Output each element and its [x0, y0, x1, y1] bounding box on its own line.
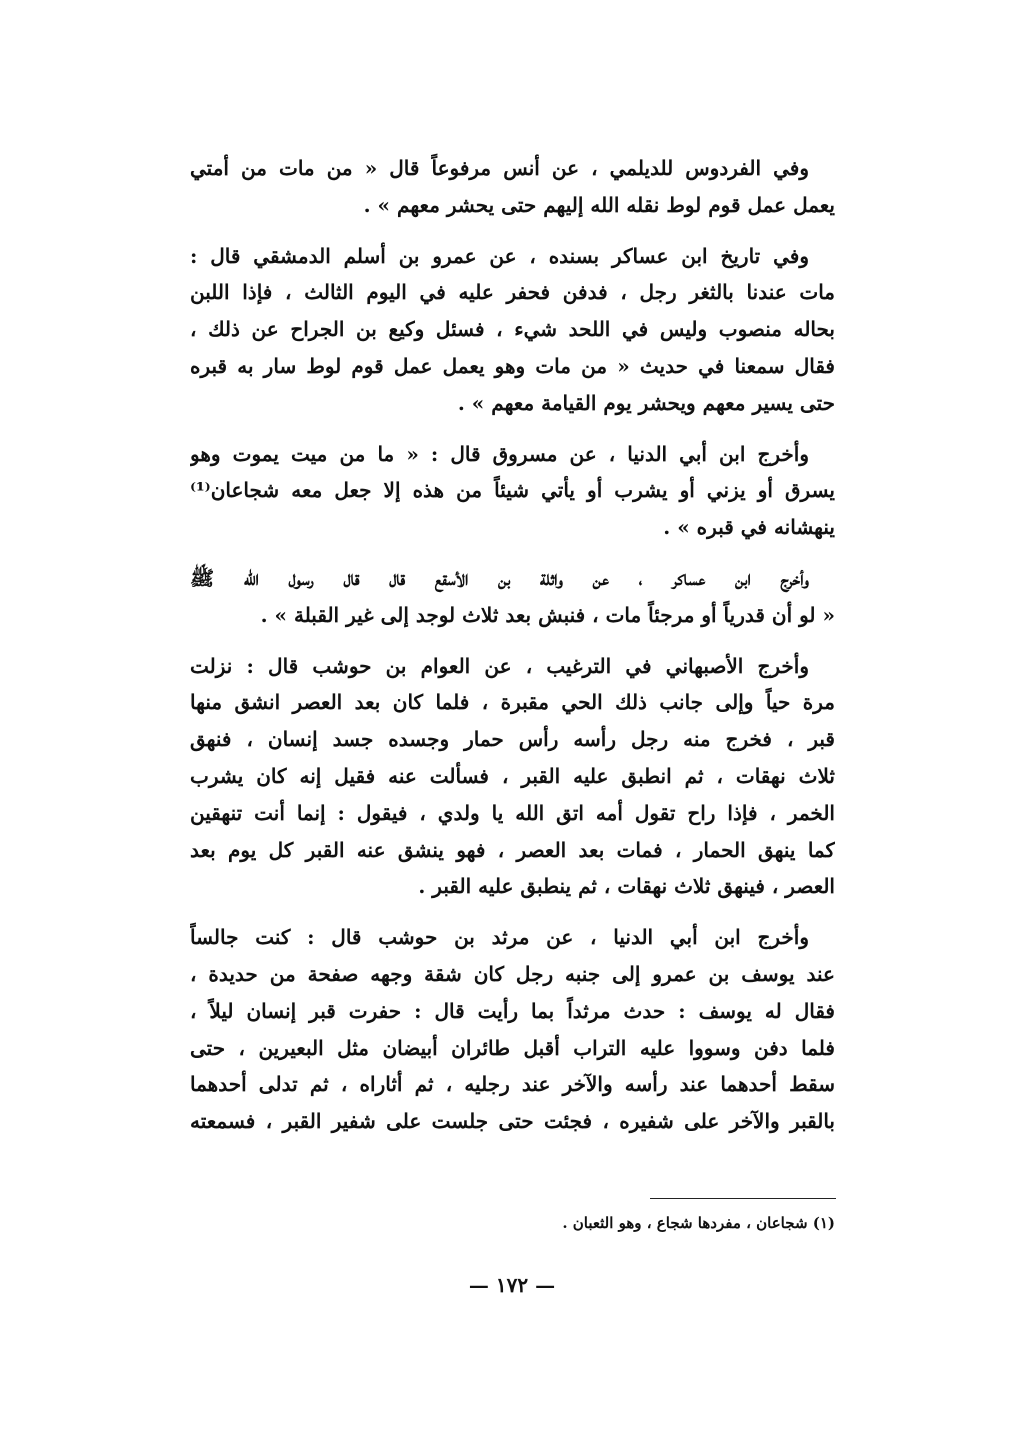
text-line: فلما دفن وسووا عليه التراب أقبل طائران أبيضان مثل البعيرين ، حتى — [190, 1035, 835, 1060]
paragraph-1 — [190, 150, 835, 224]
text-line: قبر ، فخرج منه رجل رأسه رأس حمار وجسده جسد إنسان ، فنهق — [190, 727, 835, 752]
footnote: (١) شجاعان ، مفردها شجاع ، وهو الثعبان . — [562, 1214, 835, 1232]
text-line: الخمر ، فإذا راح تقول أمه اتق الله يا ولدي ، فيقول : إنما أنت تنهقين — [190, 800, 835, 825]
text-line: مرة حياً وإلى جانب ذلك الحي مقبرة ، فلما كان بعد العصر انشق منها — [190, 690, 835, 715]
text-line: بحاله منصوب وليس في اللحد شيء ، فسئل وكيع بن الجراح عن ذلك ، — [190, 317, 835, 342]
text-line: فقال له يوسف : حدث مرثداً بما رأيت قال : حفرت قبر إنسان ليلاً ، — [190, 998, 835, 1023]
paragraph-6 — [190, 919, 835, 1140]
text-line: يسرق أو يزني أو يشرب أو يأتي شيئاً من هذه إلا جعل معه شجاعان⁽¹⁾ — [190, 478, 835, 503]
text-line: ثلاث نهقات ، ثم انطبق عليه القبر ، فسألت عنه فقيل إنه كان يشرب — [190, 763, 835, 788]
text-line: عند يوسف بن عمرو إلى جنبه رجل كان شقة وجهه صفحة من حديدة ، — [190, 961, 835, 986]
paragraph-4 — [190, 560, 835, 634]
text-line: مات عندنا بالثغر رجل ، فدفن فحفر عليه في اليوم الثالث ، فإذا اللبن — [190, 280, 835, 305]
text-line: فقال سمعنا في حديث « من مات وهو يعمل عمل قوم لوط سار به قبره — [190, 353, 835, 378]
text-line: ينهشانه في قبره » . — [663, 515, 835, 540]
main-text-block — [190, 150, 835, 1154]
text-line: وأخرج ابن عساكر ، عن واثلة بن الأسقع قال قال رسول الله ﷺ — [190, 565, 809, 590]
text-line: كما ينهق الحمار ، فمات بعد العصر ، فهو ينشق عنه القبر كل يوم بعد — [190, 837, 835, 862]
text-line: وفي الفردوس للديلمي ، عن أنس مرفوعاً قال « من مات من أمتي — [190, 156, 809, 180]
text-line: وأخرج ابن أبي الدنيا ، عن مسروق قال : « ما من ميت يموت وهو — [190, 441, 809, 466]
text-line: وأخرج الأصبهاني في الترغيب ، عن العوام بن حوشب قال : نزلت — [190, 653, 809, 678]
text-line: حتى يسير معهم ويحشر يوم القيامة معهم » . — [457, 390, 835, 415]
text-line: وأخرج ابن أبي الدنيا ، عن مرثد بن حوشب قال : كنت جالساً — [190, 925, 809, 950]
text-line: « لو أن قدرياً أو مرجئاً مات ، فنبش بعد ثلاث لوجد إلى غير القبلة » . — [260, 602, 835, 627]
footnote-divider — [650, 1198, 836, 1199]
text-line: بالقبر والآخر على شفيره ، فجئت حتى جلست على شفير القبر ، فسمعته — [190, 1109, 835, 1134]
text-line: سقط أحدهما عند رأسه والآخر عند رجليه ، ثم أثاراه ، ثم تدلى أحدهما — [190, 1072, 835, 1097]
paragraph-5 — [190, 648, 835, 906]
paragraph-3 — [190, 436, 835, 546]
text-line: العصر ، فينهق ثلاث نهقات ، ثم ينطبق عليه القبر . — [418, 874, 835, 899]
page-number: — ١٧٢ — — [468, 1273, 556, 1297]
paragraph-2 — [190, 238, 835, 422]
text-line: يعمل عمل قوم لوط نقله الله إليهم حتى يحشر معهم » . — [363, 192, 835, 217]
text-line: وفي تاريخ ابن عساكر بسنده ، عن عمرو بن أسلم الدمشقي قال : — [190, 243, 809, 268]
